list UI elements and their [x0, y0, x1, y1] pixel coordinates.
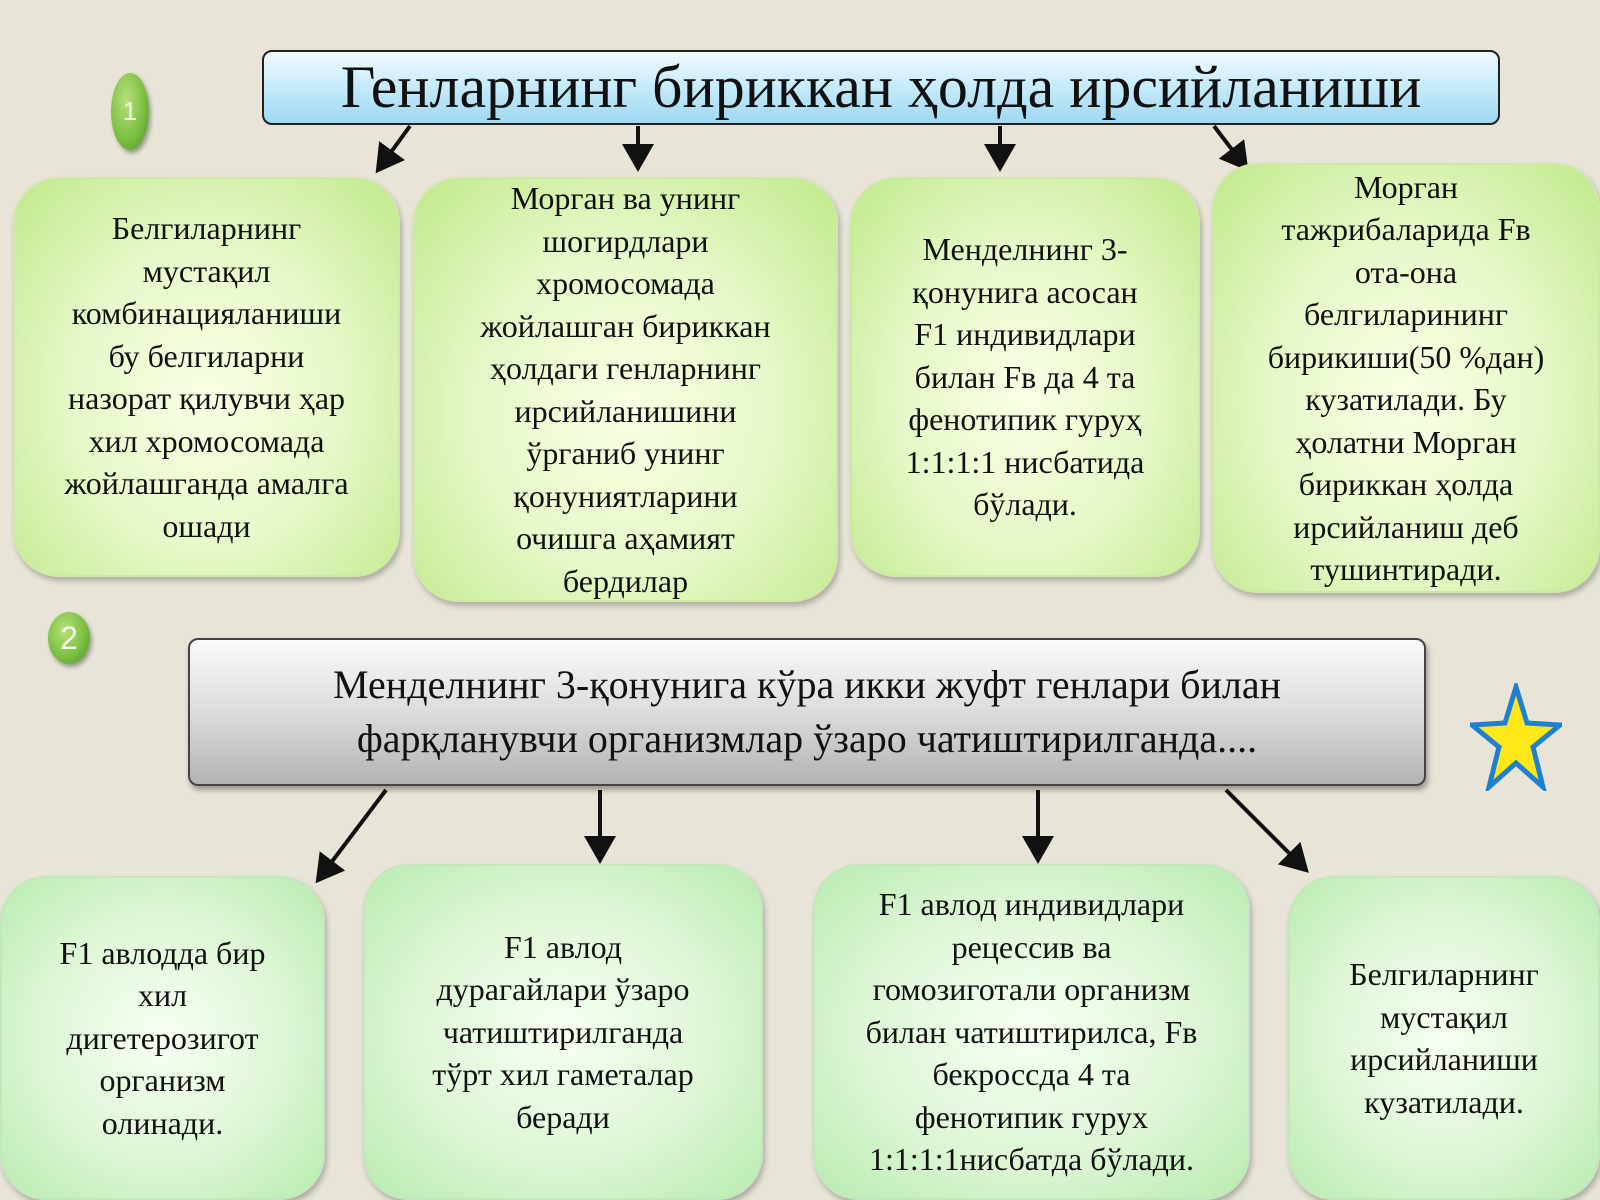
section2-card-1 — [0, 876, 325, 1200]
section2-title-text: Менделнинг 3-қонунига кўра икки жуфт генлари билан фарқланувчи организмлар ўзаро чатиштирилганда.... — [333, 662, 1281, 761]
card-text: F1 авлод индивидлари рецессив ва гомозиготали организм билан чатиштирилса, Fв бекроссда 4 та фенотипик гурух 1:1:1:1нисбатда бўлади. — [865, 886, 1198, 1178]
section2-card-4 — [1288, 876, 1600, 1200]
card-text: Менделнинг 3- қонунига асосан F1 индивидлари билан Fв да 4 та фенотипик гуруҳ 1:1:1:1 нисбатида бўлади. — [905, 231, 1145, 523]
badge-label: 2 — [60, 619, 78, 656]
section1-card-2 — [413, 177, 838, 602]
card-text: Белгиларнинг мустақил комбинацияланиши бу белгиларни назорат қилувчи ҳар хил хромосомада жойлашганда амалга ошади — [64, 210, 349, 544]
arrow-1-1 — [378, 126, 410, 170]
section2-card-3 — [813, 864, 1250, 1200]
card-text: Морган тажрибаларида Fв ота-она белгиларининг бирикиши(50 %дан) кузатилади. Бу ҳолатни Морган бириккан ҳолда ирсийланиш деб тушинтиради. — [1267, 168, 1545, 587]
card-text: Белгиларнинг мустақил ирсийланиши кузатилади. — [1349, 956, 1539, 1120]
card-text: Морган ва унинг шогирдлари хромосомада жойлашган бириккан ҳолдаги генларнинг ирсийланишини ўрганиб унинг қонуниятларини очишга аҳамият бердилар — [480, 180, 771, 599]
section2-title — [188, 638, 1426, 786]
arrow-2-4 — [1226, 790, 1306, 870]
star-icon — [1470, 683, 1562, 791]
card-text: F1 авлодда бир хил дигетерозигот организм олинади. — [59, 934, 266, 1141]
badge-label: 1 — [122, 96, 138, 126]
card-text: F1 авлод дурагайлари ўзаро чатиштирилганда тўрт хил гаметалар беради — [432, 928, 694, 1135]
section1-title-text: Генларнинг бириккан ҳолда ирсийланиши — [340, 54, 1422, 120]
section1-title — [262, 50, 1500, 125]
section1-card-3 — [850, 177, 1200, 577]
section1-card-4 — [1212, 163, 1600, 593]
arrow-2-1 — [318, 790, 386, 880]
arrow-1-4 — [1214, 126, 1246, 168]
section1-card-1 — [13, 177, 400, 577]
section2-card-2 — [363, 864, 763, 1200]
